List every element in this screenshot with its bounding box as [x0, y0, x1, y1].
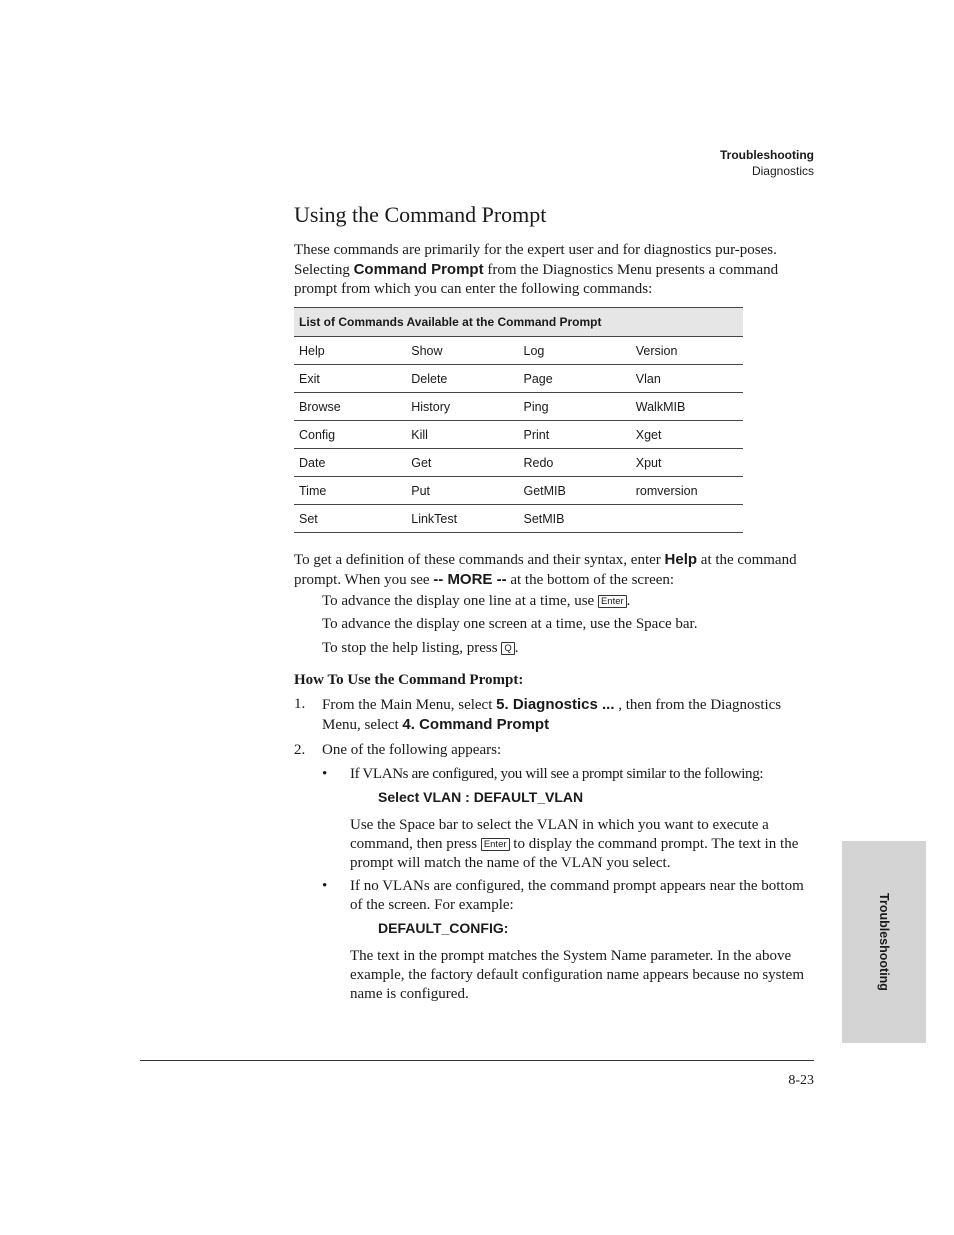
table-cell: romversion [631, 477, 743, 505]
table-row [294, 449, 743, 477]
table-cell: Set [294, 505, 406, 533]
table-cell: Version [631, 337, 743, 365]
table-cell: Time [294, 477, 406, 505]
table-cell: Xget [631, 421, 743, 449]
intro-paragraph [294, 241, 814, 299]
table-cell: Exit [294, 365, 406, 393]
stop-listing-text: To stop the help listing, press [322, 640, 502, 656]
table-row [294, 421, 743, 449]
help-text-2: at the command prompt. When you see [294, 552, 797, 588]
table-cell: Put [406, 477, 518, 505]
chapter-tab [842, 841, 926, 1043]
table-cell: History [406, 393, 518, 421]
bullet-2-detail: The text in the prompt matches the System Name parameter. In the above example, the factory default configuration name appears because no system name is configured. [350, 948, 804, 1002]
step-number: 2. [294, 742, 306, 758]
table-cell: Print [519, 421, 631, 449]
step-number: 1. [294, 696, 306, 712]
step-1-text-1: From the Main Menu, select [322, 697, 497, 713]
table-row [294, 337, 743, 365]
table-cell: Vlan [631, 365, 743, 393]
running-header-subsection: Diagnostics [751, 164, 814, 178]
advance-line-paragraph: To advance the display one line at a time, use Enter . [322, 593, 631, 609]
enter-key-icon: Enter [598, 595, 627, 608]
more-indicator: -- MORE -- [433, 571, 507, 588]
table-cell: Page [519, 365, 631, 393]
table-cell: Kill [406, 421, 518, 449]
table-cell: SetMIB [519, 505, 631, 533]
help-text-3: at the bottom of the screen: [506, 572, 675, 588]
table-cell [631, 505, 743, 533]
bullet-1-text: If VLANs are configured, you will see a prompt similar to the following: [350, 766, 764, 782]
table-row [294, 505, 743, 533]
help-command: Help [664, 551, 698, 568]
table-cell: Help [294, 337, 406, 365]
running-header-section: Troubleshooting [720, 148, 814, 162]
intro-text-2: from the Diagnostics Menu presents a command prompt from which you can enter the following commands: [294, 262, 779, 297]
table-cell: Show [406, 337, 518, 365]
advance-screen-paragraph: To advance the display one screen at a time, use the Space bar. [322, 616, 698, 632]
stop-listing-paragraph: To stop the help listing, press Q . [322, 640, 519, 656]
table-cell: GetMIB [519, 477, 631, 505]
table-cell: Get [406, 449, 518, 477]
table-cell: WalkMIB [631, 393, 743, 421]
table-cell: Config [294, 421, 406, 449]
table-cell: LinkTest [406, 505, 518, 533]
q-key-icon: Q [501, 642, 514, 655]
commands-table-header: List of Commands Available at the Command Prompt [294, 308, 743, 337]
bullet-icon: • [322, 878, 328, 894]
default-config-prompt-example: DEFAULT_CONFIG: [378, 920, 509, 936]
table-row [294, 393, 743, 421]
help-paragraph [294, 550, 814, 590]
table-cell: Log [519, 337, 631, 365]
howto-heading: How To Use the Command Prompt: [294, 672, 524, 688]
commands-table [294, 307, 743, 533]
intro-text-1: These commands are primarily for the expert user and for diagnostics pur-poses. Selecting [294, 242, 777, 278]
bullet-2-text: If no VLANs are configured, the command prompt appears near the bottom of the screen. For example: [350, 878, 804, 913]
enter-key-icon: Enter [481, 838, 510, 851]
table-cell: Delete [406, 365, 518, 393]
chapter-tab-label: Troubleshooting [877, 893, 891, 991]
bullet-1-detail [350, 816, 814, 873]
vlan-prompt-example: Select VLAN : DEFAULT_VLAN [378, 789, 584, 805]
menu-item-diagnostics: 5. Diagnostics ... [496, 696, 615, 713]
step-1-text-2: , then from the Diagnostics Menu, select [322, 697, 782, 733]
table-cell: Browse [294, 393, 406, 421]
step-2-text: One of the following appears: [322, 742, 502, 758]
table-cell: Ping [519, 393, 631, 421]
table-cell: Date [294, 449, 406, 477]
table-cell: Redo [519, 449, 631, 477]
page-title: Using the Command Prompt [294, 202, 547, 227]
intro-bold-command-prompt: Command Prompt [353, 261, 484, 278]
table-cell: Xput [631, 449, 743, 477]
step-1-text [322, 695, 814, 735]
help-text-1: To get a definition of these commands and their syntax, enter [294, 552, 665, 568]
footer-rule [140, 1060, 814, 1061]
bullet-icon: • [322, 766, 328, 782]
table-row [294, 477, 743, 505]
advance-line-text: To advance the display one line at a time, use [322, 593, 598, 609]
table-row [294, 365, 743, 393]
page-number: 8-23 [788, 1073, 814, 1088]
menu-item-command-prompt: 4. Command Prompt [402, 716, 550, 733]
bullet-1-detail-text-2: to display the command prompt. The text in the prompt will match the name of the VLAN you select. [350, 836, 799, 871]
bullet-1-detail-text-1: Use the Space bar to select the VLAN in which you want to execute a command, then press [350, 817, 769, 852]
